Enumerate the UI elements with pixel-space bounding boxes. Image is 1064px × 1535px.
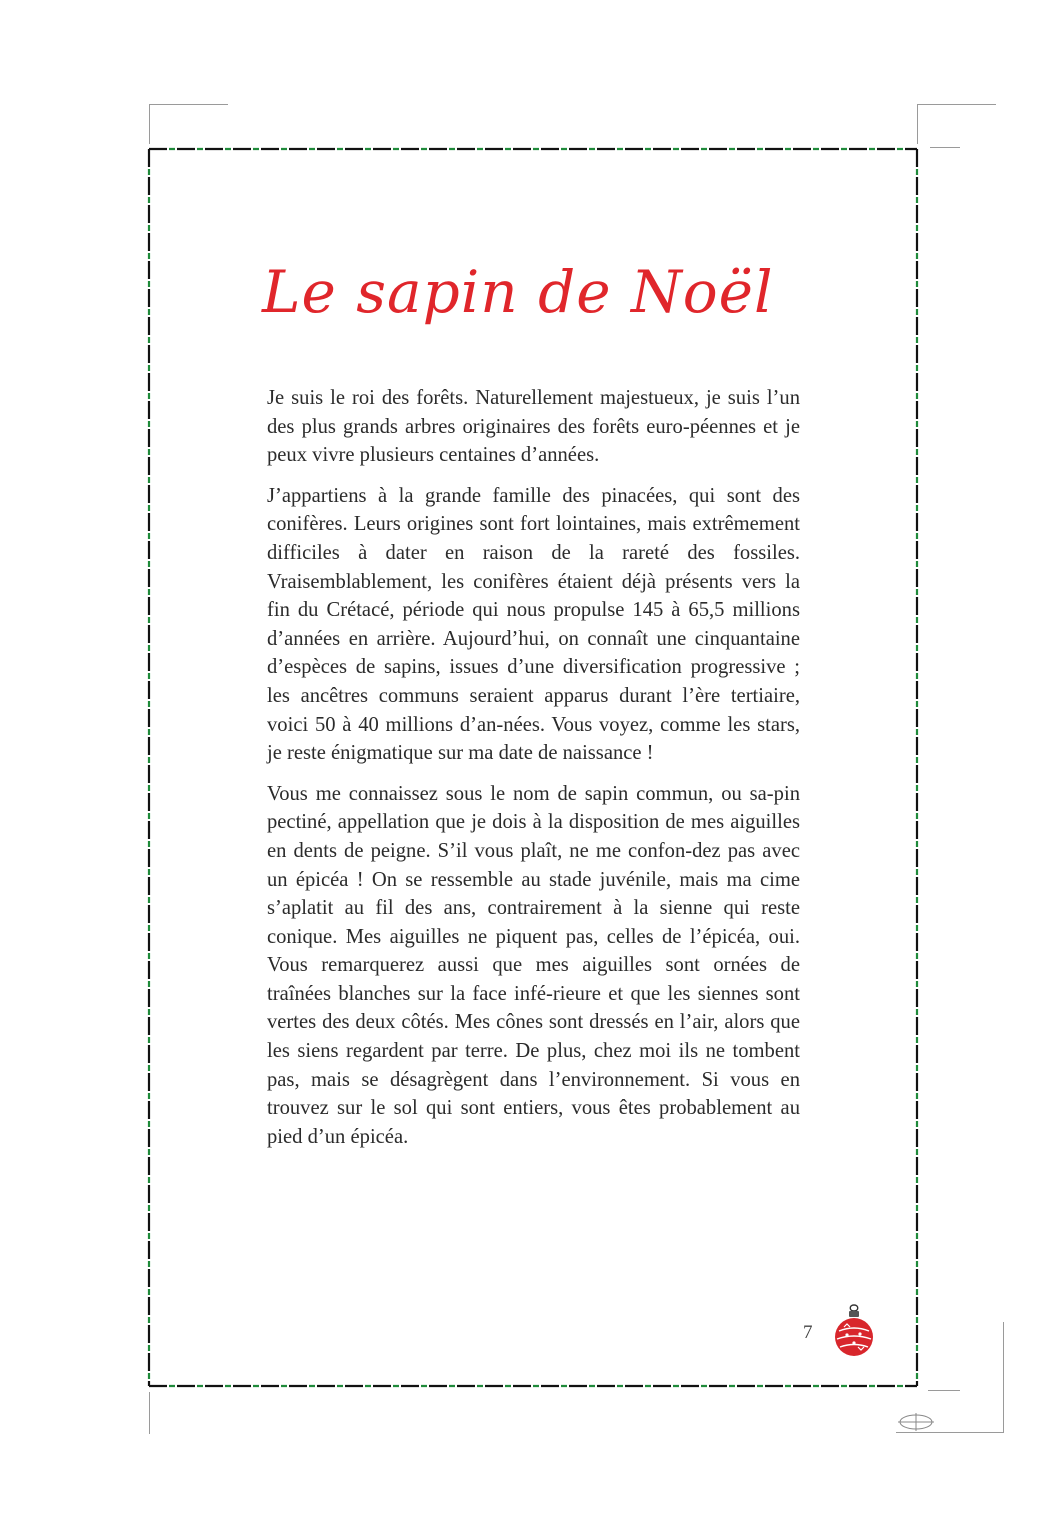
page-title: Le sapin de Noël (262, 258, 774, 326)
paragraph-2: J’appartiens à la grande famille des pinacées, qui sont des conifères. Leurs origines sont fort lointaines, mais extrêmement difficiles à dater en raison de la rareté des fossiles. Vraisemblablement, les conifères étaient déjà présents vers la fin du Crétacé, période qui nous propulse 145 à 65,5 millions d’années en arrière. Aujourd’hui, on connaît une cinquantaine d’espèces de sapins, issues d’une diversification progressive ; les ancêtres communs seraient apparus durant l’ère tertiaire, voici 50 à 40 millions d’an-nées. Vous voyez, comme les stars, je reste énigmatique sur ma date de naissance ! (267, 484, 800, 765)
paragraph-1: Je suis le roi des forêts. Naturellement majestueux, je suis l’un des plus grands arbres originaires des forêts euro-péennes et je peux vivre plusieurs centaines d’années. (267, 387, 800, 467)
registration-mark-icon (896, 1410, 936, 1434)
paragraph-3: Vous me connaissez sous le nom de sapin commun, ou sa-pin pectiné, appellation que je dois à la disposition de mes aiguilles en dents de peigne. S’il vous plaît, ne me confon-dez pas avec un épicéa ! On se ressemble au stade juvénile, mais ma cime s’aplatit au fil des ans, contrairement à la sienne qui reste conique. Mes aiguilles ne piquent pas, celles de l’épicéa, oui. Vous remarquerez aussi que mes aiguilles sont ornées de traînées blanches sur la face infé-rieure et que les siennes sont vertes des deux côtés. Mes cônes sont dressés en l’air, alors que les siens regardent par terre. De plus, chez moi ils ne tombent pas, mais se désagrègent dans l’environnement. Si vous en trouvez sur le sol qui sont entiers, vous êtes probablement au pied d’un épicéa. (267, 782, 800, 1148)
body-text (267, 384, 800, 1163)
page-number: 7 (803, 1322, 813, 1343)
christmas-bauble-icon (832, 1303, 876, 1361)
